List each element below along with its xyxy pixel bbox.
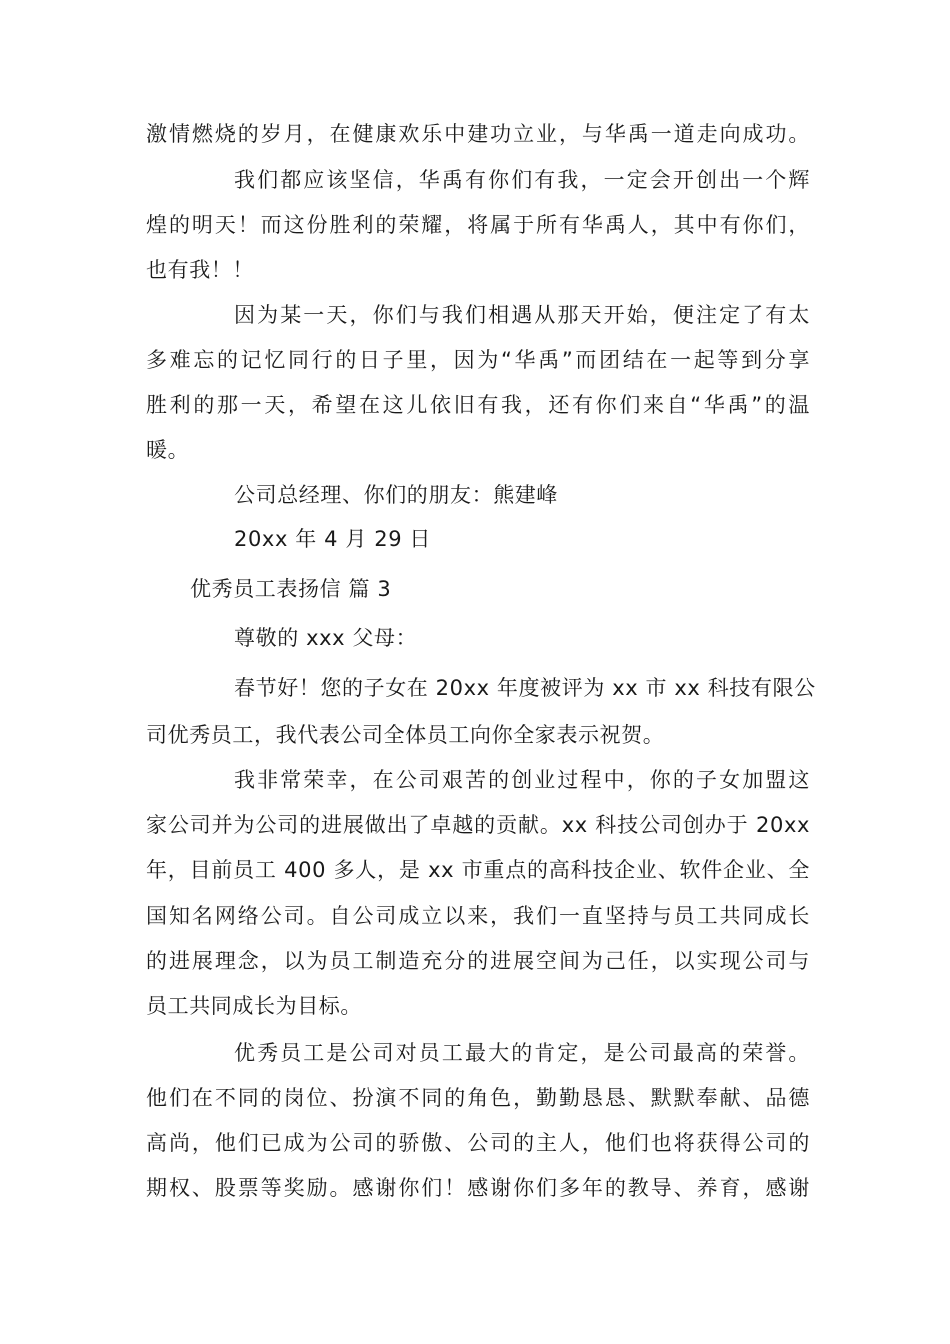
text-line: 激情燃烧的岁月，在健康欢乐中建功立业，与华禹一道走向成功。 bbox=[146, 122, 810, 146]
salutation-line: 尊敬的 xxx 父母： bbox=[234, 626, 418, 650]
date-line: 20xx 年 4 月 29 日 bbox=[234, 527, 432, 551]
text-line: 司优秀员工，我代表公司全体员工向你全家表示祝贺。 bbox=[146, 723, 665, 747]
text-line: 多难忘的记忆同行的日子里，因为“华禹”而团结在一起等到分享 bbox=[146, 348, 810, 372]
text-line: 优秀员工是公司对员工最大的肯定，是公司最高的荣誉。 bbox=[234, 1041, 810, 1065]
text-line: 春节好！您的子女在 20xx 年度被评为 xx 市 xx 科技有限公 bbox=[234, 676, 816, 700]
section-heading: 优秀员工表扬信 篇 3 bbox=[190, 577, 392, 601]
text-line: 我们都应该坚信，华禹有你们有我，一定会开创出一个辉 bbox=[234, 168, 810, 192]
text-line: 因为某一天，你们与我们相遇从那天开始，便注定了有太 bbox=[234, 303, 810, 327]
text-line: 国知名网络公司。自公司成立以来，我们一直坚持与员工共同成长 bbox=[146, 904, 810, 928]
text-line: 的进展理念，以为员工制造充分的进展空间为己任，以实现公司与 bbox=[146, 949, 810, 973]
text-line: 员工共同成长为目标。 bbox=[146, 994, 362, 1018]
text-line: 家公司并为公司的进展做出了卓越的贡献。xx 科技公司创办于 20xx bbox=[146, 813, 810, 837]
text-line: 期权、股票等奖励。感谢你们！感谢你们多年的教导、养育，感谢 bbox=[146, 1176, 810, 1200]
text-line: 他们在不同的岗位、扮演不同的角色，勤勤恳恳、默默奉献、品德 bbox=[146, 1086, 810, 1110]
signature-line: 公司总经理、你们的朋友：熊建峰 bbox=[234, 483, 558, 507]
text-line: 高尚，他们已成为公司的骄傲、公司的主人，他们也将获得公司的 bbox=[146, 1131, 810, 1155]
text-line: 也有我！！ bbox=[146, 258, 254, 282]
text-line: 暖。 bbox=[146, 438, 190, 462]
text-line: 我非常荣幸，在公司艰苦的创业过程中，你的子女加盟这 bbox=[234, 768, 810, 792]
text-line: 年，目前员工 400 多人，是 xx 市重点的高科技企业、软件企业、全 bbox=[146, 858, 810, 882]
text-line: 胜利的那一天，希望在这儿依旧有我，还有你们来自“华禹”的温 bbox=[146, 393, 810, 417]
text-line: 煌的明天！而这份胜利的荣耀，将属于所有华禹人，其中有你们， bbox=[146, 213, 810, 237]
